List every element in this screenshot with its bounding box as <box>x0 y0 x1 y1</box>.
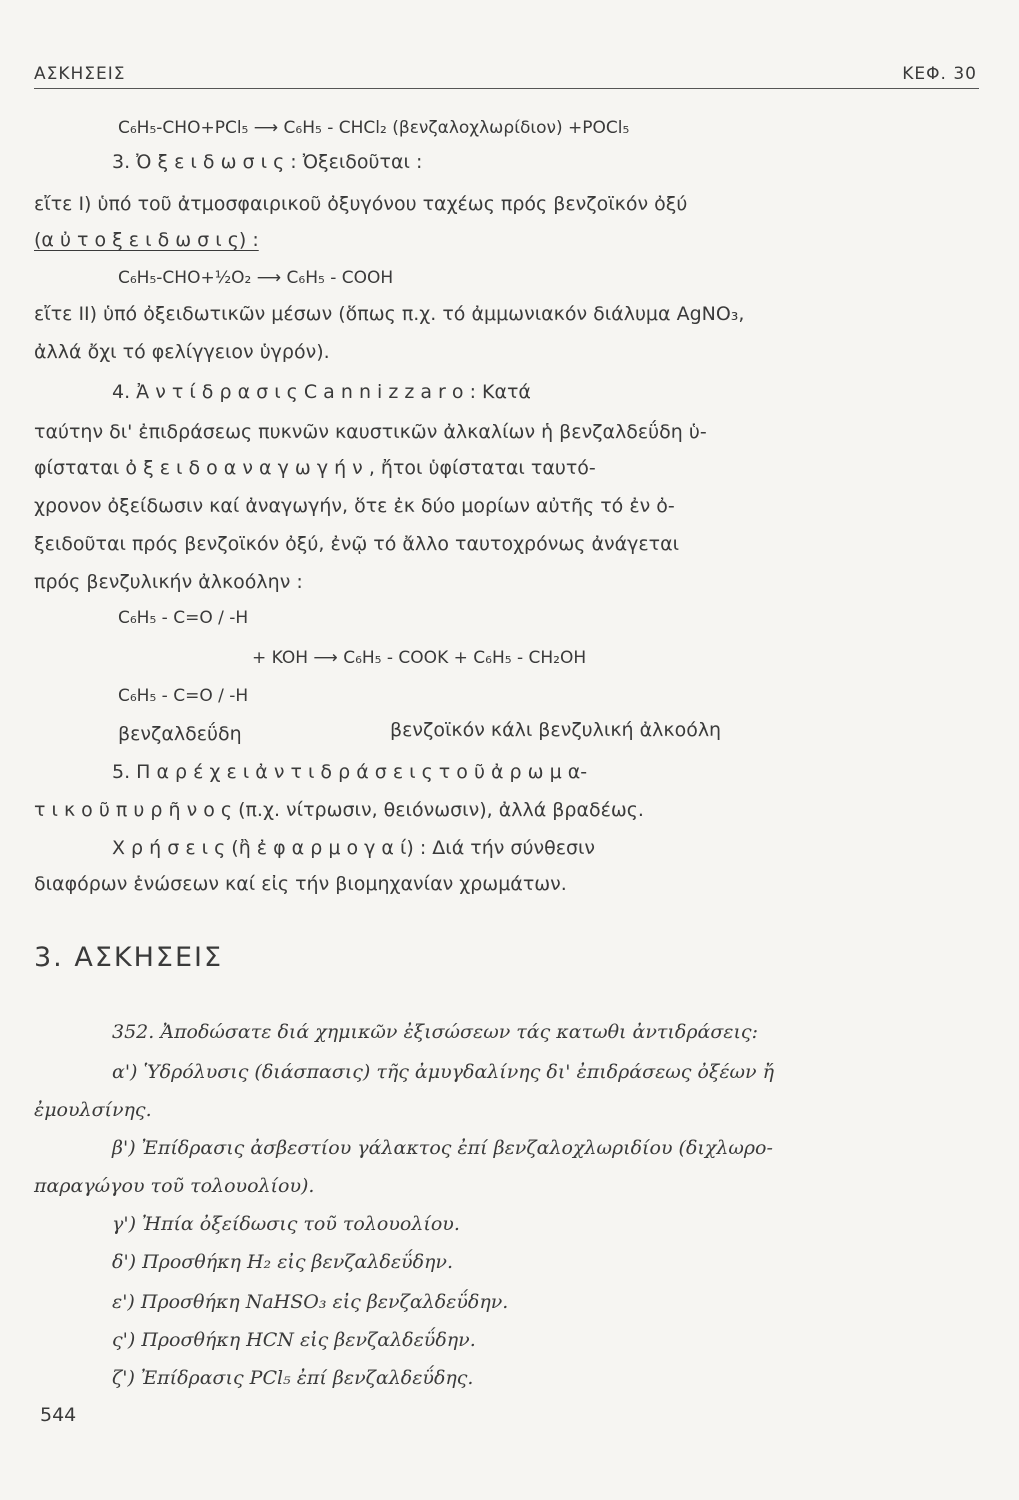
exercise-item: δ') Προσθήκη H₂ εἰς βενζαλδεΰδην. <box>112 1251 454 1273</box>
exercise-item: ἐμουλσίνης. <box>34 1099 152 1121</box>
product-labels: βενζοϊκόν κάλι βενζυλική ἀλκοόλη <box>390 719 722 741</box>
exercise-item: α') Ὑδρόλυσις (διάσπασις) τῆς ἀμυγδαλίνης δι' ἐπιδράσεως ὀξέων ἤ <box>112 1061 775 1083</box>
exercise-item: ς') Προσθήκη HCN εἰς βενζαλδεΰδην. <box>112 1329 476 1351</box>
text-line: φίσταται ὀ ξ ε ι δ ο α ν α γ ω γ ή ν , ἤτοι ὑφίσταται ταυτό- <box>34 457 596 479</box>
item-heading-aromatic: 5. Π α ρ έ χ ε ι ἀ ν τ ι δ ρ ά σ ε ι ς τ ο ῦ ἀ ρ ω μ α- <box>112 761 588 783</box>
text-line: χρονον ὀξείδωσιν καί ἀναγωγήν, ὅτε ἐκ δύο μορίων αὐτῆς τό ἐν ὀ- <box>34 495 675 517</box>
page-number: 544 <box>40 1404 77 1426</box>
reactant-structure: C₆H₅ - C=O / -H <box>118 608 249 628</box>
running-header-left: ΑΣΚΗΣΕΙΣ <box>34 64 126 84</box>
text-line: πρός βενζυλικήν ἀλκοόλην : <box>34 571 303 593</box>
item-heading-oxidation: 3. Ὀ ξ ε ι δ ω σ ι ς : Ὀξειδοῦται : <box>112 151 423 173</box>
exercise-statement: 352. Ἀποδώσατε διά χημικῶν ἐξισώσεων τάς κατωθι ἀντιδράσεις: <box>112 1021 758 1043</box>
header-divider <box>34 88 979 89</box>
text-line: εἴτε I) ὑπό τοῦ ἀτμοσφαιρικοῦ ὀξυγόνου ταχέως πρός βενζοϊκόν ὀξύ <box>34 193 688 215</box>
text-line: ταύτην δι' ἐπιδράσεως πυκνῶν καυστικῶν ἀλκαλίων ἡ βενζαλδεΰδη ὑ- <box>34 421 707 443</box>
structure-label: βενζαλδεΰδη <box>118 723 242 745</box>
text-line: τ ι κ ο ῦ π υ ρ ῆ ν ο ς (π.χ. νίτρωσιν, θειόνωσιν), ἀλλά βραδέως. <box>34 799 644 821</box>
text-line: διαφόρων ἑνώσεων καί εἰς τήν βιομηχανίαν χρωμάτων. <box>34 873 567 895</box>
text-line: ξειδοῦται πρός βενζοϊκόν ὀξύ, ἐνῷ τό ἄλλο ταυτοχρόνως ἀνάγεται <box>34 533 680 555</box>
exercise-item: ε') Προσθήκη NaHSO₃ εἰς βενζαλδεΰδην. <box>112 1291 509 1313</box>
running-header-right: ΚΕΦ. 30 <box>902 64 977 84</box>
exercise-item: β') Ἐπίδρασις ἀσβεστίου γάλακτος ἐπί βενζαλοχλωριδίου (διχλωρο- <box>112 1137 773 1159</box>
uses-heading: Χ ρ ή σ ε ι ς (ἢ ἐ φ α ρ μ ο γ α ί) : Διά τήν σύνθεσιν <box>112 837 596 859</box>
text-line: ἀλλά ὄχι τό φελίγγειον ὑγρόν). <box>34 341 330 363</box>
equation-line: C₆H₅-CHO+½O₂ ⟶ C₆H₅ - COOH <box>118 268 394 288</box>
equation-line: C₆H₅-CHO+PCl₅ ⟶ C₆H₅ - CHCl₂ (βενζαλοχλωρίδιον) +POCl₅ <box>118 118 630 138</box>
item-heading-cannizzaro: 4. Ἀ ν τ ί δ ρ α σ ι ς C a n n i z z a r o : Κατά <box>112 381 531 403</box>
equation-line: + KOH ⟶ C₆H₅ - COOK + C₆H₅ - CH₂OH <box>252 648 587 668</box>
exercise-item: παραγώγου τοῦ τολουολίου). <box>34 1175 315 1197</box>
exercise-item: γ') Ἠπία ὀξείδωσις τοῦ τολουολίου. <box>112 1213 460 1235</box>
reactant-structure: C₆H₅ - C=O / -H <box>118 686 249 706</box>
text-line: εἴτε II) ὑπό ὀξειδωτικῶν μέσων (ὅπως π.χ. τό ἀμμωνιακόν διάλυμα AgNO₃, <box>34 303 745 325</box>
exercise-item: ζ') Ἐπίδρασις PCl₅ ἐπί βενζαλδεΰδης. <box>112 1367 474 1389</box>
section-title: 3. ΑΣΚΗΣΕΙΣ <box>34 942 224 973</box>
text-line: (α ὐ τ ο ξ ε ι δ ω σ ι ς) : <box>34 229 259 251</box>
